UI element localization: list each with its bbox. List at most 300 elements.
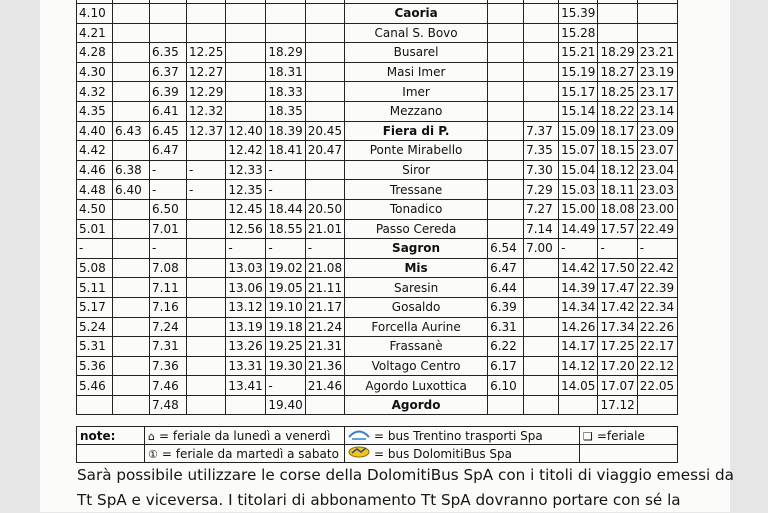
time-cell <box>113 82 150 102</box>
time-cell: 12.32 <box>187 101 226 121</box>
time-cell <box>150 4 187 24</box>
time-cell <box>305 62 344 82</box>
time-cell: 4.21 <box>77 23 113 43</box>
time-cell <box>113 258 150 278</box>
station-name: Mezzano <box>345 101 488 121</box>
time-cell: 7.00 <box>524 239 559 259</box>
timetable-row <box>77 356 678 376</box>
time-cell <box>488 219 524 239</box>
time-cell: 7.35 <box>524 141 559 161</box>
time-cell: 15.19 <box>559 62 598 82</box>
timetable-row <box>77 43 678 63</box>
time-cell: 21.17 <box>305 297 344 317</box>
time-cell <box>305 43 344 63</box>
time-cell: 4.32 <box>77 82 113 102</box>
time-cell: - <box>266 239 305 259</box>
time-cell: 15.28 <box>559 23 598 43</box>
time-cell <box>226 4 266 24</box>
time-cell <box>187 395 226 415</box>
time-cell <box>488 43 524 63</box>
time-cell <box>187 278 226 298</box>
time-cell: 12.37 <box>187 121 226 141</box>
time-cell <box>524 258 559 278</box>
time-cell <box>187 258 226 278</box>
time-cell: 6.40 <box>113 180 150 200</box>
timetable-row <box>77 82 678 102</box>
time-cell: - <box>598 239 637 259</box>
time-cell: 18.17 <box>598 121 637 141</box>
time-cell: 5.31 <box>77 337 113 357</box>
station-name: Siror <box>345 160 488 180</box>
time-cell: 18.29 <box>266 43 305 63</box>
time-cell <box>488 121 524 141</box>
time-cell <box>524 43 559 63</box>
time-cell: 23.03 <box>637 180 677 200</box>
time-cell: 13.06 <box>226 278 266 298</box>
time-cell: 4.30 <box>77 62 113 82</box>
time-cell: - <box>266 376 305 396</box>
time-cell <box>113 356 150 376</box>
time-cell <box>113 199 150 219</box>
time-cell: 15.21 <box>559 43 598 63</box>
time-cell <box>488 4 524 24</box>
time-cell: 15.17 <box>559 82 598 102</box>
timetable-row <box>77 4 678 24</box>
time-cell <box>266 4 305 24</box>
time-cell <box>113 337 150 357</box>
time-cell: 7.27 <box>524 199 559 219</box>
time-cell: 6.45 <box>150 121 187 141</box>
time-cell: 19.02 <box>266 258 305 278</box>
time-cell: - <box>150 239 187 259</box>
station-name: Busarel <box>345 43 488 63</box>
time-cell: 22.26 <box>637 317 677 337</box>
time-cell: 19.10 <box>266 297 305 317</box>
time-cell: 15.03 <box>559 180 598 200</box>
time-cell <box>305 82 344 102</box>
notes-row-1 <box>77 427 678 445</box>
time-cell: 13.41 <box>226 376 266 396</box>
time-cell: - <box>150 180 187 200</box>
time-cell: 7.48 <box>150 395 187 415</box>
notes-row-2 <box>77 445 678 463</box>
time-cell: 21.08 <box>305 258 344 278</box>
time-cell: 12.29 <box>187 82 226 102</box>
dolomitibus-logo-icon <box>348 446 370 461</box>
time-cell: 6.39 <box>150 82 187 102</box>
time-cell: 22.34 <box>637 297 677 317</box>
time-cell <box>113 317 150 337</box>
time-cell: 12.35 <box>226 180 266 200</box>
time-cell <box>187 4 226 24</box>
time-cell: 18.11 <box>598 180 637 200</box>
time-cell: 18.25 <box>598 82 637 102</box>
time-cell: 19.30 <box>266 356 305 376</box>
timetable-row <box>77 160 678 180</box>
timetable-row <box>77 297 678 317</box>
time-cell: 7.11 <box>150 278 187 298</box>
time-cell: 22.49 <box>637 219 677 239</box>
time-cell: 6.35 <box>150 43 187 63</box>
time-cell <box>187 317 226 337</box>
time-cell <box>226 395 266 415</box>
time-cell: 22.05 <box>637 376 677 396</box>
time-cell <box>266 23 305 43</box>
time-cell: 20.50 <box>305 199 344 219</box>
time-cell: 21.24 <box>305 317 344 337</box>
notes-legend <box>76 426 678 463</box>
time-cell <box>488 141 524 161</box>
station-name: Agordo <box>345 395 488 415</box>
time-cell: 17.07 <box>598 376 637 396</box>
timetable-row <box>77 121 678 141</box>
station-name: Imer <box>345 82 488 102</box>
timetable-row <box>77 239 678 259</box>
note-dolomitibus-text: = bus DolomitiBus Spa <box>374 447 512 461</box>
time-cell <box>524 356 559 376</box>
note-feriale-text: =feriale <box>596 428 645 443</box>
time-cell <box>113 376 150 396</box>
time-cell: 15.09 <box>559 121 598 141</box>
time-cell: 21.46 <box>305 376 344 396</box>
time-cell: 5.01 <box>77 219 113 239</box>
time-cell <box>488 23 524 43</box>
time-cell: - <box>187 160 226 180</box>
time-cell: 12.33 <box>226 160 266 180</box>
timetable-table <box>76 0 678 415</box>
time-cell: 17.47 <box>598 278 637 298</box>
note-trentino-text: = bus Trentino trasporti Spa <box>374 429 543 443</box>
time-cell <box>524 278 559 298</box>
time-cell: 7.31 <box>150 337 187 357</box>
time-cell <box>187 297 226 317</box>
time-cell: 15.07 <box>559 141 598 161</box>
time-cell: 18.55 <box>266 219 305 239</box>
time-cell <box>488 180 524 200</box>
note-tuesday-text: = feriale da martedì a sabato <box>161 446 339 461</box>
time-cell: 13.19 <box>226 317 266 337</box>
time-cell: 4.35 <box>77 101 113 121</box>
time-cell: 14.12 <box>559 356 598 376</box>
time-cell: 21.01 <box>305 219 344 239</box>
time-cell: 23.14 <box>637 101 677 121</box>
time-cell: 18.27 <box>598 62 637 82</box>
time-cell: 18.22 <box>598 101 637 121</box>
timetable-row <box>77 62 678 82</box>
time-cell <box>524 337 559 357</box>
time-cell <box>559 395 598 415</box>
station-name: Tonadico <box>345 199 488 219</box>
time-cell: 18.41 <box>266 141 305 161</box>
time-cell: 13.03 <box>226 258 266 278</box>
time-cell: 7.08 <box>150 258 187 278</box>
time-cell: 6.22 <box>488 337 524 357</box>
time-cell <box>524 62 559 82</box>
station-name: Forcella Aurine <box>345 317 488 337</box>
time-cell: 12.25 <box>187 43 226 63</box>
time-cell: 15.39 <box>559 4 598 24</box>
time-cell: 23.00 <box>637 199 677 219</box>
time-cell: 14.39 <box>559 278 598 298</box>
time-cell <box>113 101 150 121</box>
timetable-row <box>77 258 678 278</box>
time-cell: 7.01 <box>150 219 187 239</box>
time-cell: 6.47 <box>488 258 524 278</box>
station-name: Sagron <box>345 239 488 259</box>
station-name: Saresin <box>345 278 488 298</box>
time-cell: 19.25 <box>266 337 305 357</box>
time-cell <box>187 239 226 259</box>
time-cell: - <box>305 239 344 259</box>
time-cell <box>488 62 524 82</box>
time-cell <box>187 356 226 376</box>
time-cell: 22.42 <box>637 258 677 278</box>
time-cell <box>113 43 150 63</box>
time-cell: 14.05 <box>559 376 598 396</box>
time-cell: 14.17 <box>559 337 598 357</box>
time-cell: 4.46 <box>77 160 113 180</box>
paragraph-line-2: Tt SpA e viceversa. I titolari di abbonamento Tt SpA dovranno portare con sé la <box>77 491 681 509</box>
time-cell <box>113 62 150 82</box>
time-cell <box>187 23 226 43</box>
time-cell <box>524 82 559 102</box>
time-cell: 14.42 <box>559 258 598 278</box>
time-cell: 17.25 <box>598 337 637 357</box>
time-cell <box>187 141 226 161</box>
time-cell: 18.33 <box>266 82 305 102</box>
time-cell: 18.39 <box>266 121 305 141</box>
time-cell: 23.19 <box>637 62 677 82</box>
time-cell: 5.36 <box>77 356 113 376</box>
time-cell: 7.46 <box>150 376 187 396</box>
time-cell <box>150 23 187 43</box>
time-cell: 20.47 <box>305 141 344 161</box>
time-cell <box>113 23 150 43</box>
time-cell <box>187 219 226 239</box>
time-cell: 5.46 <box>77 376 113 396</box>
trentino-logo-icon <box>348 428 370 443</box>
timetable-row <box>77 180 678 200</box>
time-cell: 6.39 <box>488 297 524 317</box>
station-name: Masi Imer <box>345 62 488 82</box>
station-name: Voltago Centro <box>345 356 488 376</box>
time-cell: 7.37 <box>524 121 559 141</box>
checkbox-icon: ❑ <box>583 429 593 443</box>
time-cell <box>524 101 559 121</box>
time-cell: 14.49 <box>559 219 598 239</box>
station-name: Fiera di P. <box>345 121 488 141</box>
time-cell: 17.50 <box>598 258 637 278</box>
time-cell: 22.17 <box>637 337 677 357</box>
time-cell <box>488 199 524 219</box>
time-cell <box>226 23 266 43</box>
time-cell: 22.39 <box>637 278 677 298</box>
station-name: Canal S. Bovo <box>345 23 488 43</box>
time-cell: 17.42 <box>598 297 637 317</box>
time-cell <box>488 82 524 102</box>
time-cell: 21.36 <box>305 356 344 376</box>
timetable-row <box>77 376 678 396</box>
time-cell: - <box>266 180 305 200</box>
timetable-row <box>77 141 678 161</box>
time-cell: 19.18 <box>266 317 305 337</box>
time-cell: - <box>187 180 226 200</box>
time-cell <box>226 82 266 102</box>
time-cell: 12.45 <box>226 199 266 219</box>
timetable-row <box>77 219 678 239</box>
info-paragraph <box>77 463 734 513</box>
time-cell <box>488 160 524 180</box>
time-cell <box>488 101 524 121</box>
time-cell: 18.31 <box>266 62 305 82</box>
time-cell: 4.10 <box>77 4 113 24</box>
time-cell: 7.36 <box>150 356 187 376</box>
timetable-row <box>77 317 678 337</box>
time-cell: 18.12 <box>598 160 637 180</box>
time-cell: - <box>77 239 113 259</box>
time-cell: 23.04 <box>637 160 677 180</box>
time-cell <box>524 23 559 43</box>
time-cell <box>305 160 344 180</box>
time-cell: 12.42 <box>226 141 266 161</box>
time-cell: 7.29 <box>524 180 559 200</box>
time-cell: 21.31 <box>305 337 344 357</box>
time-cell: 7.30 <box>524 160 559 180</box>
station-name: Tressane <box>345 180 488 200</box>
timetable-row <box>77 278 678 298</box>
time-cell <box>637 395 677 415</box>
timetable-row <box>77 337 678 357</box>
time-cell <box>226 101 266 121</box>
station-name: Agordo Luxottica <box>345 376 488 396</box>
time-cell: 22.12 <box>637 356 677 376</box>
time-cell: 23.17 <box>637 82 677 102</box>
time-cell: 6.50 <box>150 199 187 219</box>
time-cell <box>637 23 677 43</box>
time-cell <box>226 62 266 82</box>
time-cell: 21.11 <box>305 278 344 298</box>
time-cell: 18.08 <box>598 199 637 219</box>
time-cell <box>598 4 637 24</box>
time-cell: 17.57 <box>598 219 637 239</box>
time-cell: 17.34 <box>598 317 637 337</box>
time-cell <box>113 297 150 317</box>
time-cell: 7.16 <box>150 297 187 317</box>
station-name: Gosaldo <box>345 297 488 317</box>
time-cell: 7.14 <box>524 219 559 239</box>
time-cell <box>488 395 524 415</box>
time-cell: 19.40 <box>266 395 305 415</box>
time-cell: - <box>637 239 677 259</box>
time-cell: 17.20 <box>598 356 637 376</box>
time-cell <box>305 101 344 121</box>
time-cell <box>113 395 150 415</box>
station-name: Frassanè <box>345 337 488 357</box>
time-cell: 6.41 <box>150 101 187 121</box>
station-name: Ponte Mirabello <box>345 141 488 161</box>
timetable-row <box>77 395 678 415</box>
time-cell: 6.10 <box>488 376 524 396</box>
time-cell: 12.27 <box>187 62 226 82</box>
time-cell <box>187 376 226 396</box>
time-cell: 6.43 <box>113 121 150 141</box>
time-cell <box>187 199 226 219</box>
time-cell: 6.17 <box>488 356 524 376</box>
time-cell: 4.48 <box>77 180 113 200</box>
time-cell <box>226 43 266 63</box>
time-cell <box>305 395 344 415</box>
time-cell <box>598 23 637 43</box>
time-cell: 5.11 <box>77 278 113 298</box>
time-cell: 18.29 <box>598 43 637 63</box>
time-cell: 6.47 <box>150 141 187 161</box>
time-cell: 23.09 <box>637 121 677 141</box>
time-cell: 23.21 <box>637 43 677 63</box>
station-name: Passo Cereda <box>345 219 488 239</box>
time-cell <box>524 317 559 337</box>
time-cell: 15.14 <box>559 101 598 121</box>
time-cell <box>113 278 150 298</box>
notes-label: note: <box>77 427 145 445</box>
time-cell <box>524 376 559 396</box>
time-cell: 4.28 <box>77 43 113 63</box>
time-cell: 13.12 <box>226 297 266 317</box>
time-cell: 13.31 <box>226 356 266 376</box>
time-cell: 12.40 <box>226 121 266 141</box>
time-cell <box>305 23 344 43</box>
time-cell: 7.24 <box>150 317 187 337</box>
time-cell <box>637 4 677 24</box>
time-cell <box>524 4 559 24</box>
paragraph-line-1: Sarà possibile utilizzare le corse della DolomitiBus SpA con i titoli di viaggio emessi da <box>77 466 734 484</box>
time-cell: 18.35 <box>266 101 305 121</box>
time-cell <box>524 297 559 317</box>
time-cell: 17.12 <box>598 395 637 415</box>
time-cell: 6.44 <box>488 278 524 298</box>
time-cell: 14.34 <box>559 297 598 317</box>
time-cell: 6.38 <box>113 160 150 180</box>
time-cell <box>113 141 150 161</box>
timetable-row <box>77 101 678 121</box>
time-cell: 18.15 <box>598 141 637 161</box>
time-cell: 19.05 <box>266 278 305 298</box>
time-cell: 23.07 <box>637 141 677 161</box>
note-weekday-text: = feriale da lunedì a venerdì <box>158 428 331 443</box>
time-cell: 20.45 <box>305 121 344 141</box>
time-cell <box>113 4 150 24</box>
time-cell: 12.56 <box>226 219 266 239</box>
time-cell: - <box>226 239 266 259</box>
time-cell: 5.24 <box>77 317 113 337</box>
time-cell: 15.00 <box>559 199 598 219</box>
time-cell: 14.26 <box>559 317 598 337</box>
time-cell: 6.54 <box>488 239 524 259</box>
holiday-symbol-icon: ⌂ <box>148 429 155 443</box>
time-cell <box>113 239 150 259</box>
time-cell: 15.04 <box>559 160 598 180</box>
time-cell: 4.40 <box>77 121 113 141</box>
time-cell <box>187 337 226 357</box>
circled-one-icon: ① <box>148 447 158 461</box>
time-cell: 5.17 <box>77 297 113 317</box>
time-cell <box>113 219 150 239</box>
time-cell <box>524 395 559 415</box>
time-cell: - <box>150 160 187 180</box>
time-cell: - <box>266 160 305 180</box>
time-cell: 4.50 <box>77 199 113 219</box>
station-name: Caoria <box>345 4 488 24</box>
timetable-row <box>77 199 678 219</box>
